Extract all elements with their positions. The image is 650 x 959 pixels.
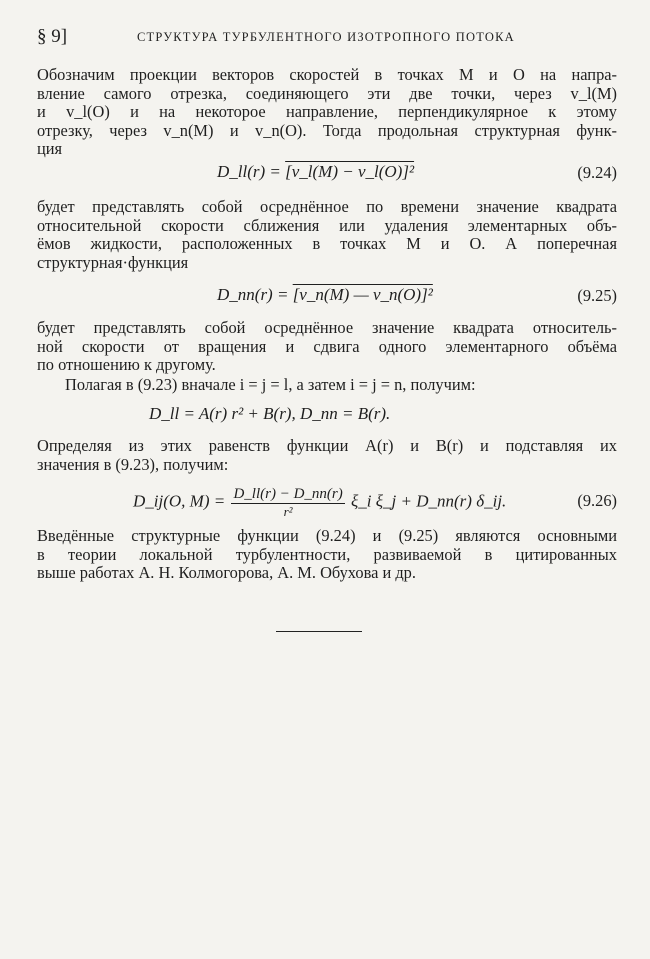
text-line: ной скорости от вращения и сдвига одного элементарного объёма <box>37 336 617 356</box>
section-end-rule <box>276 631 362 632</box>
text-line: будет представлять собой осреднённое значение квадрата относитель- <box>37 318 617 337</box>
eq-body: D_ll = A(r) r² + B(r), D_nn = B(r). <box>149 404 391 423</box>
text-line: в теории локальной турбулентности, развиваемой в цитированных <box>37 544 617 564</box>
text-line: по отношению к другому. <box>37 355 216 374</box>
text-line: структурная·функция <box>37 252 189 272</box>
text-line: значения в (9.23), получим: <box>37 454 229 474</box>
equation-9-26 <box>37 483 617 521</box>
text-line: относительной скорости сближения или удаления элементарных объ- <box>37 215 617 235</box>
eq-lhs: D_nn(r) = <box>217 285 293 304</box>
text-line: и v_l(O) и на некоторое направление, перпендикулярное к этому <box>37 102 617 121</box>
page-header <box>37 26 610 48</box>
paragraph-transverse <box>37 319 617 375</box>
text-line: вление самого отрезка, соединяющего эти две точки, через v_l(M) <box>37 83 617 103</box>
eq-rhs: ξ_i ξ_j + D_nn(r) δ_ij. <box>351 491 507 511</box>
equation-9-24 <box>37 162 617 188</box>
eq-lhs: D_ij(O, M) = <box>133 491 230 511</box>
paragraph-determine <box>37 437 617 474</box>
paragraph-longitudinal <box>37 198 617 272</box>
eq-rhs: [v_n(M) — v_n(O)]² <box>292 285 433 304</box>
running-title: СТРУКТУРА ТУРБУЛЕНТНОГО ИЗОТРОПНОГО ПОТОКА <box>137 30 515 44</box>
fraction-denominator: r² <box>283 504 293 519</box>
fraction-numerator: D_ll(r) − D_nn(r) <box>233 486 343 502</box>
equation-number: (9.26) <box>577 491 617 510</box>
fraction <box>231 486 344 519</box>
text-line: Полагая в (9.23) вначале i = j = l, а затем i = j = n, получим: <box>65 375 476 394</box>
eq-lhs: D_ll(r) = <box>217 162 286 181</box>
eq-rhs: [v_l(M) − v_l(O)]² <box>285 162 415 181</box>
text-line: ция <box>37 139 63 158</box>
paragraph-projections <box>37 66 617 159</box>
equation-intermediate <box>37 404 617 430</box>
text-line: Введённые структурные функции (9.24) и (9.25) являются основными <box>37 526 617 545</box>
equation-number: (9.25) <box>577 286 617 305</box>
text-line: Определяя из этих равенств функции A(r) и B(r) и подставляя их <box>37 436 617 455</box>
text-line: выше работах А. Н. Колмогорова, А. М. Обухова и др. <box>37 563 416 582</box>
paragraph-conclusion <box>37 527 617 583</box>
text-line: ёмов жидкости, расположенных в точках M и O. А поперечная <box>37 234 617 253</box>
paragraph-substitution <box>37 376 617 395</box>
text-line: будет представлять собой осреднённое по времени значение квадрата <box>37 197 617 216</box>
text-line: Обозначим проекции векторов скоростей в точках M и O на напра- <box>37 65 617 84</box>
section-number: § 9] <box>37 26 68 47</box>
equation-9-25 <box>37 285 617 311</box>
text-line: отрезку, через v_n(M) и v_n(O). Тогда продольная структурная функ- <box>37 120 617 140</box>
equation-number: (9.24) <box>577 163 617 182</box>
